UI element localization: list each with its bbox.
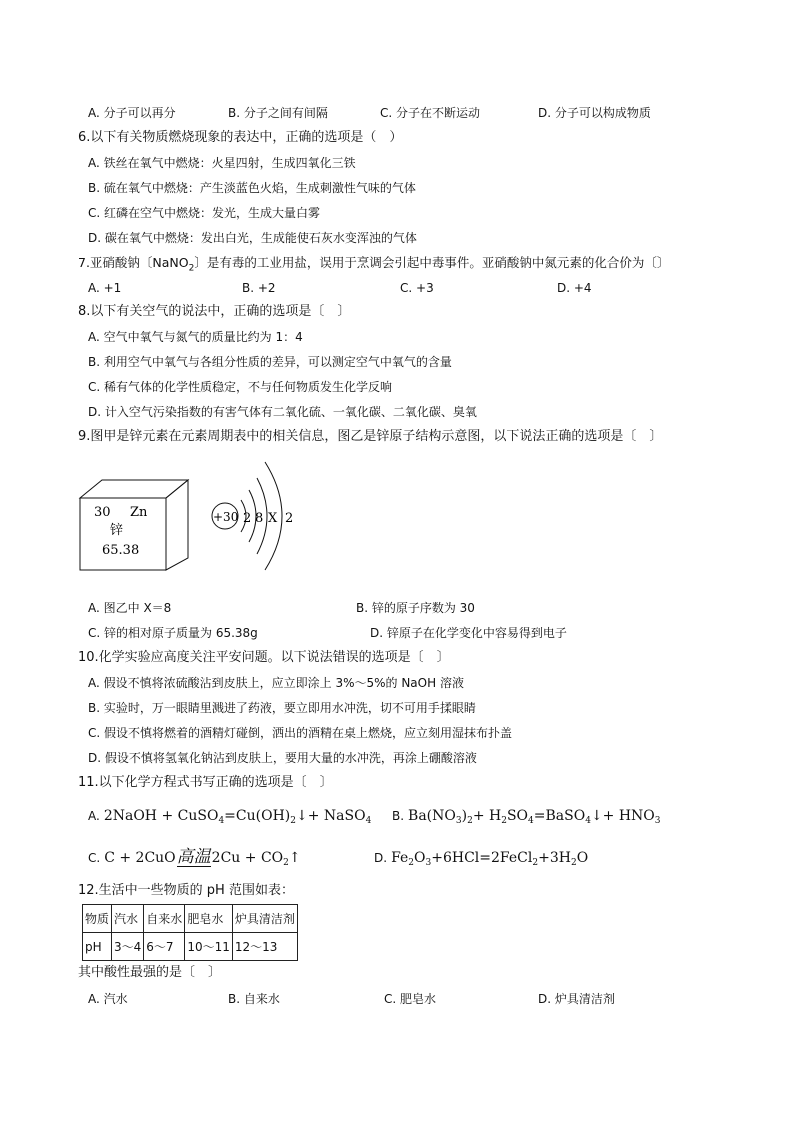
q5-option-d: D. 分子可以构成物质 — [538, 106, 651, 120]
shell-3-electrons: X — [268, 511, 278, 526]
q8-option-a: A. 空气中氧气与氮气的质量比约为 1：4 — [88, 330, 303, 344]
q12-option-a: A. 汽水 — [88, 992, 128, 1006]
q8-option-c: C. 稀有气体的化学性质稳定，不与任何物质发生化学反响 — [88, 380, 393, 394]
table-cell: 炉具清洁剂 — [232, 905, 297, 933]
q11-label-a: A. — [88, 809, 100, 823]
q11-equation-c: C. C + 2CuO高温$2Cu + CO_2↑$ — [88, 847, 301, 868]
card-top-face — [80, 480, 188, 498]
table-cell: 自来水 — [144, 905, 185, 933]
shell-4-electrons: 2 — [285, 511, 294, 526]
q12-option-d: D. 炉具清洁剂 — [538, 992, 615, 1006]
q11-equation-b: B. $Ba(NO_3)_2+$ $H_2SO_4=BaSO_4↓+ HNO_3$ — [392, 808, 661, 826]
q12-stem: 12.生活中一些物质的 pH 范围如表： — [78, 883, 294, 898]
q7-stem-prefix: 7.亚硝酸钠〔NaNO — [78, 255, 189, 270]
q6-option-c: C. 红磷在空气中燃烧：发光，生成大量白雾 — [88, 206, 321, 220]
q12-question: 其中酸性最强的是〔 〕 — [78, 965, 222, 980]
atomic-number: 30 — [94, 505, 111, 520]
q10-option-a: A. 假设不慎将浓硫酸沾到皮肤上，应立即涂上 3%～5%的 NaOH 溶液 — [88, 676, 464, 690]
q10-stem: 10.化学实验应高度关注平安问题。以下说法错误的选项是〔 〕 — [78, 650, 450, 665]
q9-option-c: C. 锌的相对原子质量为 65.38g — [88, 626, 258, 640]
q7-option-a: A. +1 — [88, 281, 122, 295]
q11-equation-a: A. 2NaOH + $CuSO_4=Cu(OH)_2↓+$ NaSO$_4$ — [88, 808, 372, 826]
table-cell: 10～11 — [185, 933, 233, 961]
q6-option-b: B. 硫在氧气中燃烧：产生淡蓝色火焰，生成刺激性气味的气体 — [88, 181, 416, 195]
q7-option-d: D. +4 — [557, 281, 592, 295]
zinc-atom-diagram — [205, 456, 305, 576]
table-cell: 6～7 — [144, 933, 185, 961]
zinc-element-card — [80, 476, 190, 572]
q10-option-d: D. 假设不慎将氢氧化钠沾到皮肤上，要用大量的水冲洗，再涂上硼酸溶液 — [88, 751, 477, 765]
q9-option-a: A. 图乙中 X＝8 — [88, 601, 172, 615]
q11-equation-d: D. $Fe_2O_3+6HCl=2FeCl_2+3H_2O$ — [374, 850, 589, 868]
table-cell: 物质 — [83, 905, 112, 933]
q9-option-d: D. 锌原子在化学变化中容易得到电子 — [370, 626, 567, 640]
table-cell: pH — [83, 933, 112, 961]
q11-label-d: D. — [374, 851, 388, 865]
table-cell: 3～4 — [112, 933, 144, 961]
q6-option-d: D. 碳在氧气中燃烧：发出白光，生成能使石灰水变浑浊的气体 — [88, 231, 417, 245]
q12-option-c: C. 肥皂水 — [384, 992, 437, 1006]
table-cell: 12～13 — [232, 933, 297, 961]
q5-option-a: A. 分子可以再分 — [88, 106, 176, 120]
q5-option-c: C. 分子在不断运动 — [380, 106, 481, 120]
q7-option-c: C. +3 — [400, 281, 434, 295]
q8-option-b: B. 利用空气中氧气与各组分性质的差异，可以测定空气中氧气的含量 — [88, 355, 452, 369]
q9-option-b: B. 锌的原子序数为 30 — [356, 601, 475, 615]
q5-option-b: B. 分子之间有间隔 — [228, 106, 328, 120]
nucleus-charge: +30 — [213, 510, 239, 524]
q10-option-b: B. 实验时，万一眼睛里溅进了药液，要立即用水冲洗，切不可用手揉眼睛 — [88, 701, 476, 715]
q7-stem — [78, 254, 669, 278]
q7-stem-subscript: 2 — [188, 263, 195, 274]
card-side-face — [166, 480, 188, 570]
table-row — [83, 905, 298, 933]
table-cell: 汽水 — [112, 905, 144, 933]
q11-label-b: B. — [392, 809, 405, 823]
ph-table — [82, 904, 298, 961]
shell-2-electrons: 8 — [255, 511, 264, 526]
q10-option-c: C. 假设不慎将燃着的酒精灯碰倒，洒出的酒精在桌上燃烧，应立刻用湿抹布扑盖 — [88, 726, 513, 740]
q12-option-b: B. 自来水 — [228, 992, 280, 1006]
q11-condition: 高温 — [176, 847, 211, 867]
atomic-mass: 65.38 — [102, 543, 140, 558]
q11-stem: 11.以下化学方程式书写正确的选项是〔 〕 — [78, 775, 333, 790]
q6-stem: 6.以下有关物质燃烧现象的表达中，正确的选项是（ ） — [78, 130, 403, 145]
q11-label-c: C. — [88, 851, 101, 865]
element-symbol: Zn — [130, 505, 148, 520]
q8-stem: 8.以下有关空气的说法中，正确的选项是〔 〕 — [78, 304, 351, 319]
q7-option-b: B. +2 — [242, 281, 276, 295]
q6-option-a: A. 铁丝在氧气中燃烧：火星四射，生成四氧化三铁 — [88, 156, 356, 170]
element-name: 锌 — [110, 523, 124, 538]
table-row — [83, 933, 298, 961]
shell-1-electrons: 2 — [243, 511, 252, 526]
q7-stem-suffix: 〕是有毒的工业用盐，误用于烹调会引起中毒事件。亚硝酸钠中氮元素的化合价为〔〕 — [194, 255, 670, 270]
q9-stem: 9.图甲是锌元素在元素周期表中的相关信息，图乙是锌原子结构示意图，以下说法正确的选项是〔 〕 — [78, 429, 663, 444]
q8-option-d: D. 计入空气污染指数的有害气体有二氧化硫、一氧化碳、二氧化碳、臭氧 — [88, 405, 477, 419]
table-cell: 肥皂水 — [185, 905, 233, 933]
